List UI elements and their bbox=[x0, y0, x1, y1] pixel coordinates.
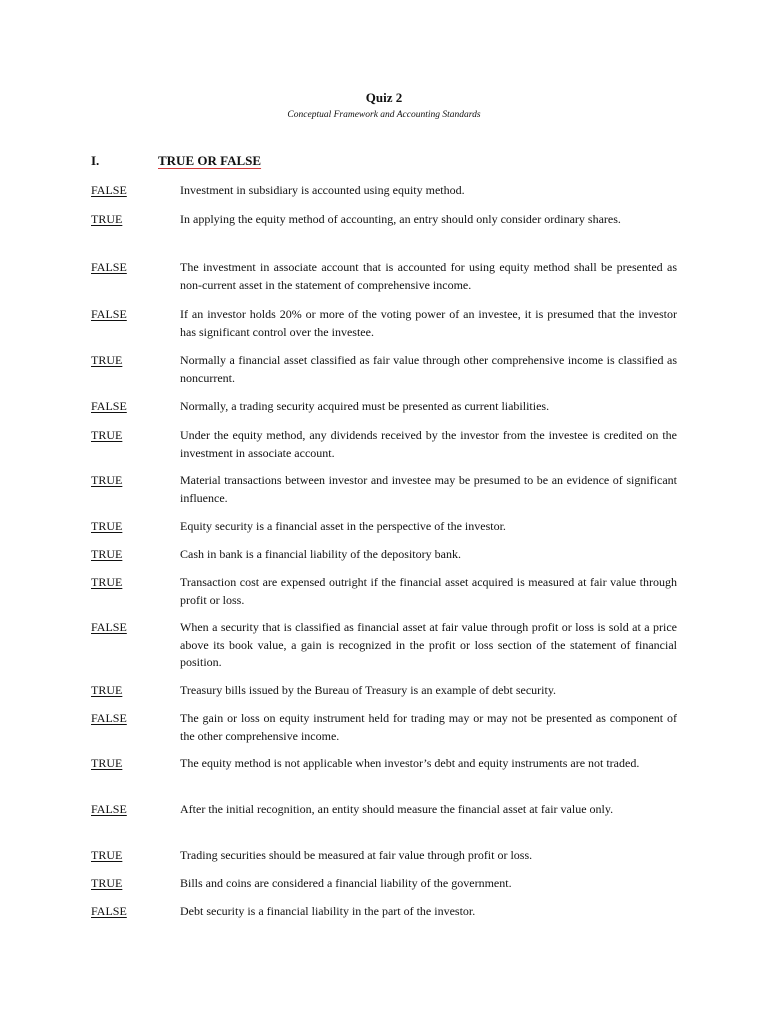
answer-label: FALSE bbox=[91, 620, 127, 634]
question-statement: The investment in associate account that is accounted for using equity method shall be presented as non-current asset in the statement of comprehensive income. bbox=[180, 260, 677, 292]
answer-label: TRUE bbox=[91, 473, 123, 487]
answer-label: TRUE bbox=[91, 683, 123, 697]
question-statement: After the initial recognition, an entity should measure the financial asset at fair value only. bbox=[180, 802, 614, 816]
quiz-subtitle: Conceptual Framework and Accounting Standards bbox=[287, 110, 481, 120]
question-statement: Material transactions between investor and investee may be presumed to be an evidence of significant influence. bbox=[180, 473, 677, 505]
answer-label: TRUE bbox=[91, 547, 123, 561]
answer-label: TRUE bbox=[91, 353, 123, 367]
answer-label: TRUE bbox=[91, 756, 123, 770]
question-statement: Investment in subsidiary is accounted using equity method. bbox=[180, 183, 465, 197]
section-title: TRUE OR FALSE bbox=[158, 153, 262, 168]
question-statement: Normally, a trading security acquired must be presented as current liabilities. bbox=[180, 399, 550, 413]
question-statement: Equity security is a financial asset in the perspective of the investor. bbox=[180, 519, 506, 533]
question-statement: Trading securities should be measured at fair value through profit or loss. bbox=[180, 848, 533, 862]
question-statement: Cash in bank is a financial liability of the depository bank. bbox=[180, 547, 461, 561]
answer-label: FALSE bbox=[91, 183, 127, 197]
question-statement: When a security that is classified as financial asset at fair value through profit or loss is sold at a price above its book value, a gain is recognized in the profit or loss section of the statement of financial position. bbox=[180, 620, 677, 669]
answer-label: FALSE bbox=[91, 802, 127, 816]
section-number: I. bbox=[91, 153, 100, 168]
answer-label: TRUE bbox=[91, 428, 123, 442]
question-statement: Transaction cost are expensed outright if the financial asset acquired is measured at fair value through profit or loss. bbox=[180, 575, 677, 607]
question-statement: The equity method is not applicable when investor’s debt and equity instruments are not traded. bbox=[180, 756, 640, 770]
answer-label: FALSE bbox=[91, 399, 127, 413]
question-statement: Debt security is a financial liability in the part of the investor. bbox=[180, 904, 476, 918]
answer-label: TRUE bbox=[91, 212, 123, 226]
answer-label: FALSE bbox=[91, 260, 127, 274]
answer-label: FALSE bbox=[91, 904, 127, 918]
answer-label: FALSE bbox=[91, 711, 127, 725]
answer-label: TRUE bbox=[91, 876, 123, 890]
answer-label: TRUE bbox=[91, 519, 123, 533]
answer-label: TRUE bbox=[91, 575, 123, 589]
question-statement: Under the equity method, any dividends received by the investor from the investee is credited on the investment in associate account. bbox=[180, 428, 677, 460]
answer-label: TRUE bbox=[91, 848, 123, 862]
question-statement: If an investor holds 20% or more of the voting power of an investee, it is presumed that the investor has significant control over the investee. bbox=[180, 307, 677, 339]
question-statement: In applying the equity method of accounting, an entry should only consider ordinary shares. bbox=[180, 212, 621, 226]
question-statement: Bills and coins are considered a financial liability of the government. bbox=[180, 876, 512, 890]
question-statement: Treasury bills issued by the Bureau of Treasury is an example of debt security. bbox=[180, 683, 557, 697]
question-statement: Normally a financial asset classified as fair value through other comprehensive income is classified as noncurrent. bbox=[180, 353, 677, 385]
question-statement: The gain or loss on equity instrument held for trading may or may not be presented as component of the other comprehensive income. bbox=[180, 711, 677, 743]
quiz-title: Quiz 2 bbox=[365, 90, 403, 105]
answer-label: FALSE bbox=[91, 307, 127, 321]
